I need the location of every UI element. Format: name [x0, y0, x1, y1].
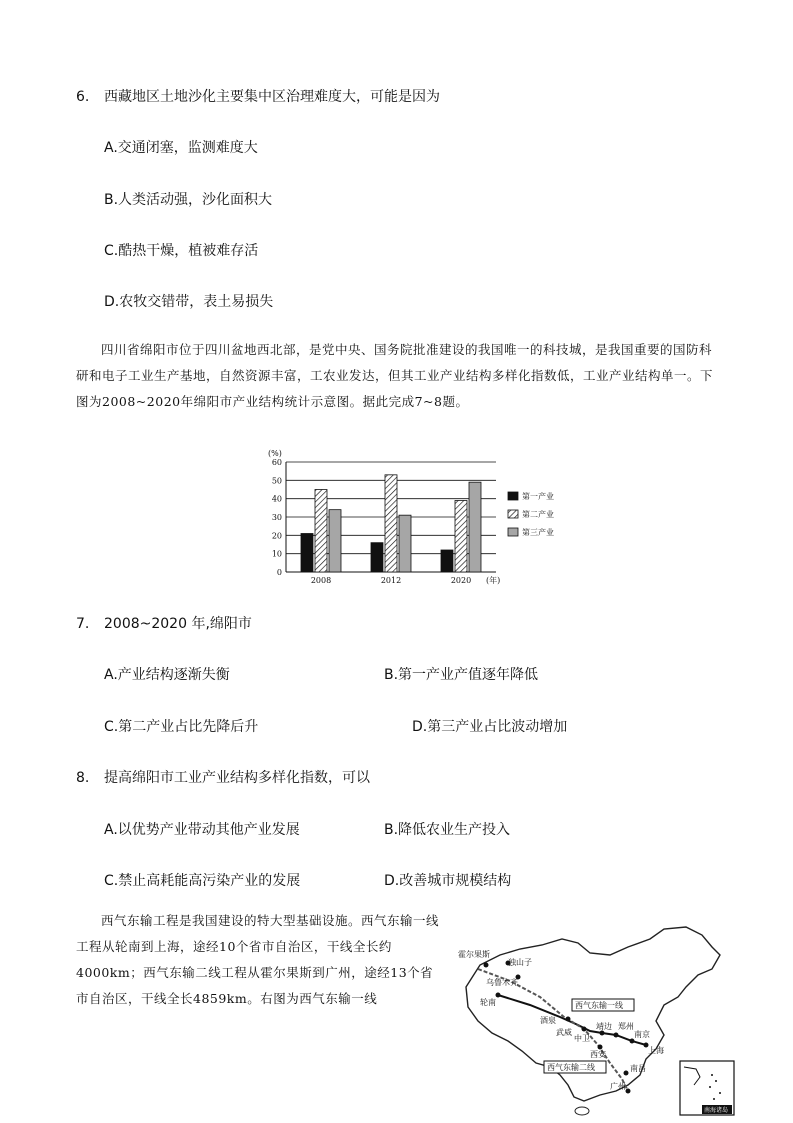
passage-west-east-gas: 西气东输工程是我国建设的特大型基础设施。西气东输一线工程从轮南到上海，途经10个省市自治区，干线全长约4000km；西气东输二线工程从霍尔果斯到广州，途经13个省市自治区，干线全长4859km。右图为西气东输一线 — [76, 913, 440, 1006]
map-label-dushanzi: 独山子 — [508, 958, 532, 967]
map-label-nanjing: 南京 — [634, 1030, 650, 1039]
city-dot — [598, 1045, 603, 1050]
y-tick-label: 60 — [271, 458, 282, 467]
q7-option-d: D.第三产业占比波动增加 — [412, 719, 568, 735]
q8-stem: 提高绵阳市工业产业结构多样化指数，可以 — [104, 770, 370, 786]
city-dot — [496, 993, 501, 998]
city-dot — [600, 1031, 605, 1036]
bar-2008-series-2 — [315, 490, 327, 573]
q7-option-a: A.产业结构逐渐失衡 — [104, 667, 230, 683]
bar-2020-series-2 — [455, 501, 467, 573]
map-label-zhongwei: 中卫 — [574, 1034, 590, 1043]
map-label-wuwei: 武威 — [556, 1028, 572, 1037]
map-label-line1: 西气东输一线 — [575, 1001, 623, 1010]
q8-option-a: A.以优势产业带动其他产业发展 — [104, 822, 300, 838]
q6-option-b: B.人类活动强，沙化面积大 — [104, 192, 273, 208]
q6-stem: 西藏地区土地沙化主要集中区治理难度大，可能是因为 — [104, 89, 440, 105]
map-label-xian: 西安 — [590, 1050, 606, 1059]
legend-label-3: 第三产业 — [522, 528, 554, 537]
bar-2020-series-3 — [469, 482, 481, 572]
map-label-shanghai: 上海 — [648, 1046, 664, 1055]
x-tick-label: 2008 — [310, 576, 332, 585]
island-dot — [715, 1080, 717, 1082]
city-dot — [484, 963, 489, 968]
y-tick-label: 30 — [271, 513, 282, 522]
west-east-gas-map — [450, 925, 746, 1121]
map-label-south-sea: 南海诸岛 — [704, 1107, 729, 1114]
city-dot — [624, 1071, 629, 1076]
y-axis-label: (%) — [268, 449, 282, 458]
map-label-lunnan: 轮南 — [480, 998, 496, 1007]
q8-option-b: B.降低农业生产投入 — [384, 822, 511, 838]
island-dot — [709, 1086, 711, 1088]
map-label-nanchang: 南昌 — [630, 1064, 646, 1073]
city-dot — [630, 1039, 635, 1044]
island-dot — [711, 1074, 713, 1076]
q6-option-a: A.交通闭塞，监测难度大 — [104, 140, 258, 156]
y-tick-label: 0 — [276, 568, 282, 577]
city-dot — [582, 1027, 587, 1032]
legend-swatch-1 — [508, 492, 518, 500]
q7-number: 7. — [76, 616, 90, 632]
map-label-line2: 西气东输二线 — [547, 1063, 595, 1072]
legend-swatch-2 — [508, 510, 518, 518]
map-label-urumqi: 乌鲁木齐 — [486, 978, 518, 987]
q8-option-d: D.改善城市规模结构 — [384, 873, 512, 889]
city-dot — [566, 1017, 571, 1022]
y-tick-label: 40 — [271, 494, 282, 504]
island-dot — [713, 1098, 715, 1100]
q8-number: 8. — [76, 770, 90, 786]
q7-option-b: B.第一产业产值逐年降低 — [384, 667, 539, 683]
map-label-zhengzhou: 郑州 — [618, 1022, 634, 1031]
industry-structure-chart — [258, 440, 568, 589]
bar-2020-series-1 — [441, 550, 453, 572]
bar-2012-series-1 — [371, 543, 383, 572]
legend-label-2: 第二产业 — [522, 510, 554, 519]
q8-option-c: C.禁止高耗能高污染产业的发展 — [104, 873, 301, 889]
q6-option-d: D.农牧交错带，表土易损失 — [104, 294, 274, 310]
x-tick-label: 2012 — [380, 576, 402, 585]
map-label-khorgos: 霍尔果斯 — [458, 950, 490, 959]
x-tick-label: 2020 — [450, 576, 472, 585]
legend-swatch-3 — [508, 528, 518, 536]
city-dot — [626, 1089, 631, 1094]
map-label-jiuquan: 酒泉 — [540, 1016, 556, 1025]
q6-option-c: C.酷热干燥，植被难存活 — [104, 243, 259, 259]
passage-mianyang: 四川省绵阳市位于四川盆地西北部，是党中央、国务院批准建设的我国唯一的科技城，是我国重要的国防科研和电子工业生产基地，自然资源丰富，工农业发达，但其工业产业结构多样化指数低，工业产业结构单一。下图为2008~2020年绵阳市产业结构统计示意图。据此完成7~8题。 — [76, 342, 714, 409]
y-tick-label: 10 — [271, 549, 282, 559]
map-label-guangzhou: 广州 — [610, 1082, 626, 1091]
q7-stem: 2008~2020 年,绵阳市 — [104, 616, 252, 632]
hainan-island — [575, 1107, 589, 1115]
y-tick-label: 20 — [271, 531, 282, 541]
q6-number: 6. — [76, 89, 90, 105]
bar-2008-series-3 — [329, 510, 341, 572]
island-dot — [719, 1092, 721, 1094]
y-tick-label: 50 — [271, 476, 282, 486]
bar-2012-series-3 — [399, 515, 411, 572]
bar-2008-series-1 — [301, 534, 313, 573]
map-label-jingbian: 靖边 — [596, 1022, 612, 1031]
q7-option-c: C.第二产业占比先降后升 — [104, 719, 259, 735]
city-dot — [614, 1033, 619, 1038]
x-axis-label: (年) — [486, 576, 501, 585]
legend-label-1: 第一产业 — [522, 492, 554, 501]
bar-2012-series-2 — [385, 475, 397, 572]
